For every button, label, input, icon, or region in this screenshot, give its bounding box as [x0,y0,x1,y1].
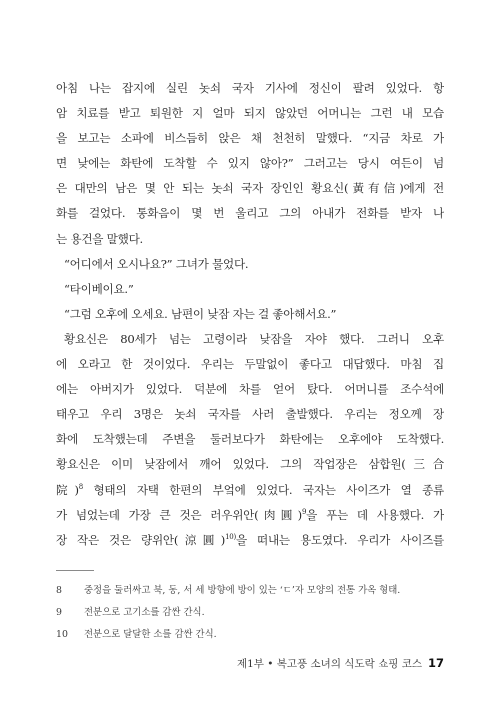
text-line: 아침 나는 잡지에 실린 놋쇠 국자 기사에 정신이 팔려 있었다. 항 [56,81,444,95]
footnote-text: 전분으로 고기소를 감싼 간식. [84,607,205,618]
dialogue-line: “타이베이요.” [64,281,134,296]
footnote-ref-8: 8 [78,482,83,491]
footnote-item [56,624,446,646]
text-segment: 을 떠내는 용도였다. 우리가 사이즈를 [235,532,444,547]
footnote-number: 9 [56,607,62,618]
text-line: 황요신은 이미 낮잠에서 깨어 있었다. 그의 작업장은 삼합원(三合 [56,457,444,472]
text-line: 을 보고는 소파에 비스듬히 앉은 채 천천히 말했다. “지금 차로 가 [56,131,444,146]
footnote-text: 전분으로 달달한 소를 감싼 간식. [84,629,217,640]
page-number: 17 [427,656,444,670]
running-title: 제1부 • 복고풍 소녀의 식도락 쇼핑 코스 [236,658,422,670]
text-line: 화에 도착했는데 주변을 둘러보다가 화탄에는 오후에야 도착했다. [56,432,444,447]
footnote-divider [56,570,94,571]
page-footer [237,656,444,671]
footnotes [56,580,446,646]
footnote-number: 8 [56,585,62,596]
text-line: 는 용건을 말했다. [56,231,143,246]
text-line [56,478,444,503]
text-line: 면 낮에는 화탄에 도착할 수 있지 않아?” 그러고는 당시 여든이 넘 [56,156,444,171]
text-line: 에 오라고 한 것이었다. 우리는 두말없이 좋다고 대답했다. 마침 집 [56,357,444,372]
footnote-item [56,580,446,602]
text-segment: 을 푸는 데 사용했다. 가 [306,507,444,522]
text-segment: 장 작은 것은 량위안(涼圓) [56,532,226,547]
footnote-ref-9: 9 [301,507,307,516]
text-line [56,503,444,528]
text-line: 황요신은 80세가 넘는 고령이라 낮잠을 자야 했다. 그러니 오후 [64,331,444,346]
text-line: 은 대만의 남은 몇 안 되는 놋쇠 국자 장인인 황요신(黃有信)에게 전 [56,181,444,196]
text-line: 암 치료를 받고 퇴원한 지 얼마 되지 않았던 어머니는 그런 내 모습 [56,106,444,121]
text-segment: 가 넘었는데 가장 큰 것은 러우위안(肉圓) [56,507,302,522]
text-segment: 형태의 자택 한편의 부엌에 있었다. 국자는 사이즈가 열 종류 [82,482,444,497]
dialogue-line: “어디에서 오시나요?” 그녀가 물었다. [64,256,249,271]
text-line: 화를 걸었다. 통화음이 몇 번 울리고 그의 아내가 전화를 받자 나 [56,206,444,221]
dialogue-line: “그럼 오후에 오세요. 남편이 낮잠 자는 걸 좋아해서요.” [64,306,337,321]
footnote-number: 10 [56,629,68,640]
text-line [56,528,444,553]
text-line: 에는 아버지가 있었다. 덕분에 차를 얻어 탔다. 어머니를 조수석에 [56,382,444,397]
text-line: 태우고 우리 3명은 놋쇠 국자를 사러 출발했다. 우리는 정오께 장 [56,407,444,422]
footnote-ref-10: 10) [225,532,236,541]
footnote-item [56,602,446,624]
body-text [56,76,444,553]
text-segment: 院) [56,482,79,497]
footnote-text: 중정을 둘러싸고 북, 동, 서 세 방향에 방이 있는 ‘ㄷ’자 모양의 전통 가옥 형태. [84,585,401,596]
